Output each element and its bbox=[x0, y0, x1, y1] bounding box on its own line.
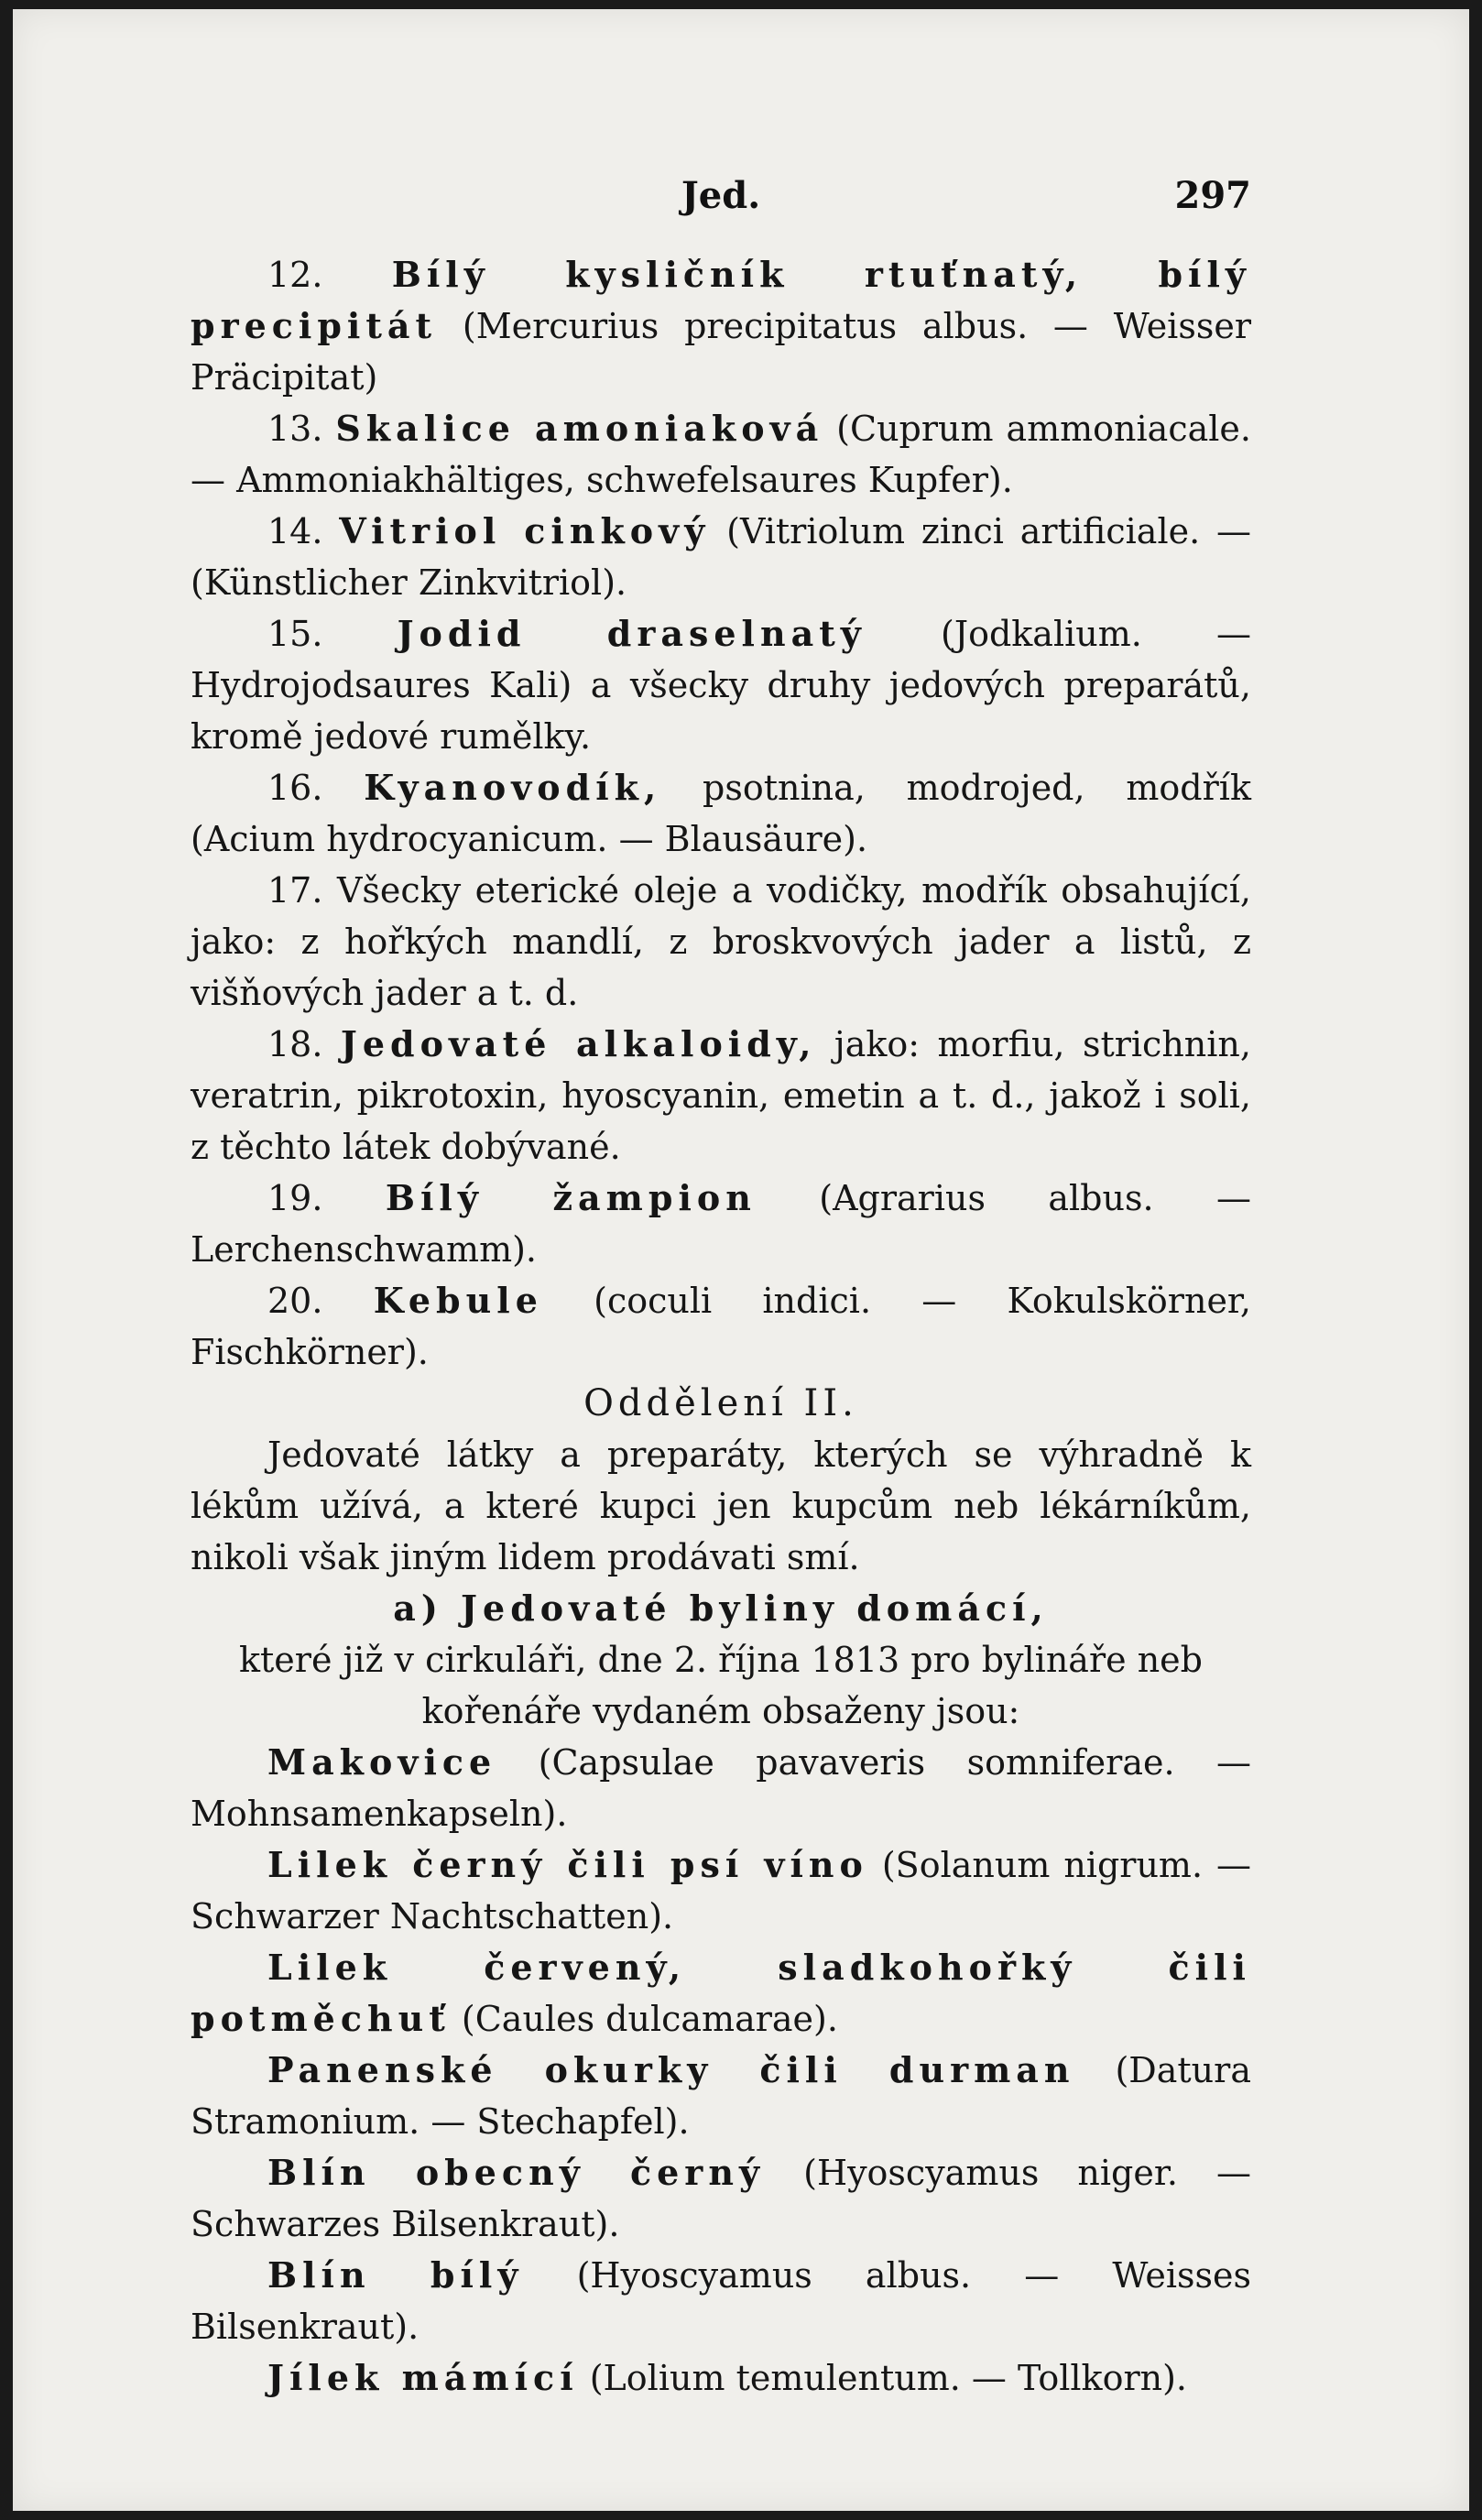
plant-item: Blín obecný černý (Hyoscyamus niger. — Schwarzes Bilsenkraut). bbox=[191, 2152, 1251, 2244]
list-item: 17. Všecky eterické oleje a vodičky, modřík obsahující, jako: z hořkých mandlí, z broskvových jader a listů, z višňových jader a t. d. bbox=[191, 870, 1251, 1013]
list-item: 19. Bílý žampion (Agrarius albus. — Lerchenschwamm). bbox=[191, 1177, 1251, 1270]
plant-item: Lilek černý čili psí víno (Solanum nigrum. — Schwarzer Nachtschatten). bbox=[191, 1844, 1251, 1936]
subheading: a) Jedovaté byliny domácí, bbox=[393, 1587, 1049, 1629]
subheading-note: které již v cirkuláři, dne 2. října 1813 pro bylináře neb kořenáře vydaném obsaženy jsou: bbox=[239, 1640, 1203, 1731]
list-item: 18. Jedovaté alkaloidy, jako: morfiu, strichnin, veratrin, pikrotoxin, hyoscyanin, emetin a t. d., jakož i soli, z těchto látek dobývané. bbox=[191, 1023, 1251, 1167]
list-item: 13. Skalice amoniaková (Cuprum ammoniacale. — Ammoniakhältiges, schwefelsaures Kupfer). bbox=[191, 408, 1251, 500]
list-item: 20. Kebule (coculi indici. — Kokulskörner, Fischkörner). bbox=[191, 1280, 1251, 1372]
list-item: 12. Bílý kysličník rtuťnatý, bílý precipitát (Mercurius precipitatus albus. — Weisser Präcipitat) bbox=[191, 254, 1251, 398]
plant-item: Panenské okurky čili durman (Datura Stramonium. — Stechapfel). bbox=[191, 2049, 1251, 2142]
running-header bbox=[191, 174, 1251, 229]
running-title: Jed. bbox=[681, 174, 761, 217]
section-intro: Jedovaté látky a preparáty, kterých se výhradně k lékům užívá, a které kupci jen kupcům neb lékárníkům, nikoli však jiným lidem prodávati smí. bbox=[191, 1435, 1251, 1577]
list-item: 16. Kyanovodík, psotnina, modrojed, modřík (Acium hydrocyanicum. — Blausäure). bbox=[191, 767, 1251, 859]
section-title: Oddělení II. bbox=[583, 1382, 858, 1424]
plant-item: Makovice (Capsulae pavaveris somniferae. — Mohnsamenkapseln). bbox=[191, 1741, 1251, 1834]
book-page bbox=[13, 9, 1469, 2511]
plant-item: Blín bílý (Hyoscyamus albus. — Weisses Bilsenkraut). bbox=[191, 2254, 1251, 2347]
page-number: 297 bbox=[1174, 174, 1251, 217]
plant-item: Jílek mámící (Lolium temulentum. — Tollkorn). bbox=[267, 2357, 1187, 2398]
plant-item: Lilek červený, sladkohořký čili potměchuť (Caules dulcamarae). bbox=[191, 1947, 1251, 2039]
list-item: 14. Vitriol cinkový (Vitriolum zinci artificiale. — (Künstlicher Zinkvitriol). bbox=[191, 510, 1251, 603]
list-item: 15. Jodid draselnatý (Jodkalium. — Hydrojodsaures Kali) a všecky druhy jedových preparátů, kromě jedové rumělky. bbox=[191, 613, 1251, 757]
poison-list bbox=[191, 249, 1251, 2404]
